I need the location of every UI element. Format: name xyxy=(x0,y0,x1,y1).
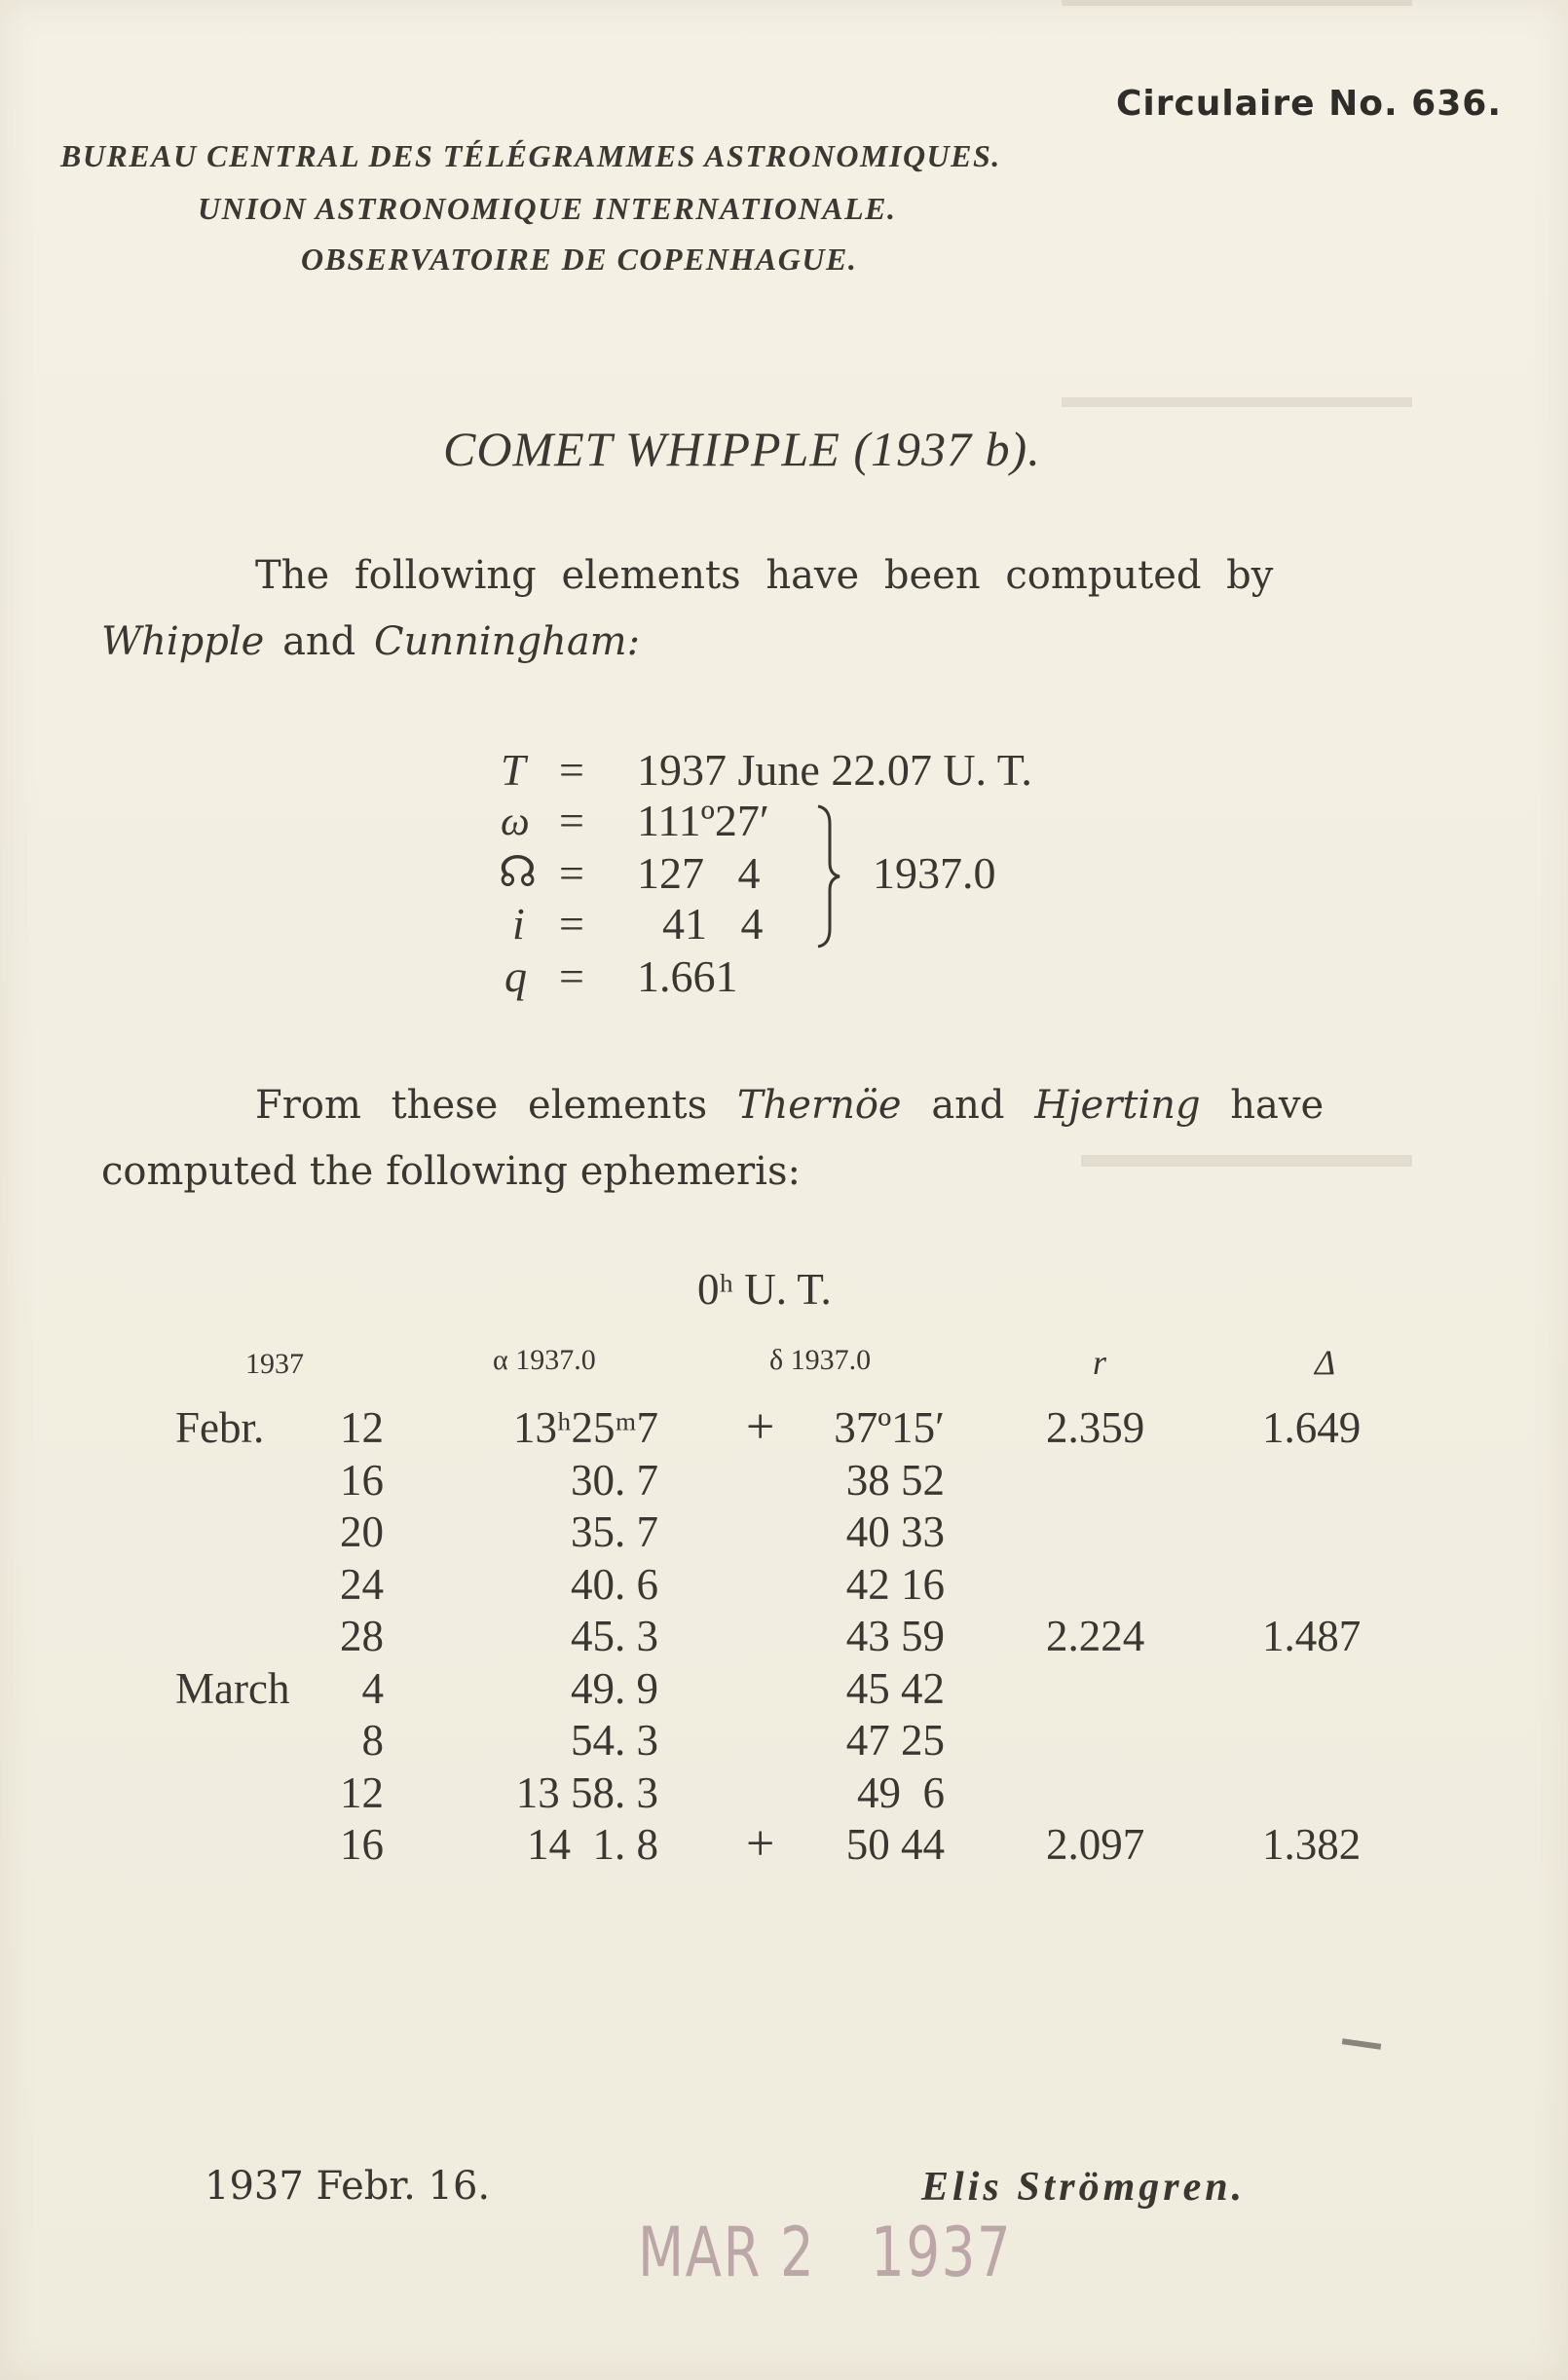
ephem-intro-have: have xyxy=(1230,1083,1325,1128)
received-stamp: MAR 2 1937 xyxy=(638,2213,1013,2292)
row-dec: 49 6 xyxy=(857,1767,945,1817)
comet-title: COMET WHIPPLE (1937 b). xyxy=(443,422,1041,476)
row-ra: 49. 9 xyxy=(571,1663,658,1713)
row-day: 12 xyxy=(340,1403,384,1452)
author-thernoe: Thernöe xyxy=(736,1083,902,1128)
element-node-symbol: ☊ xyxy=(499,847,538,897)
row-r: 2.359 xyxy=(1046,1403,1145,1452)
top-edge-mark xyxy=(1062,0,1412,6)
row-dec: 38 52 xyxy=(845,1455,945,1505)
element-q-symbol: q xyxy=(504,951,527,1001)
row-dec: 42 16 xyxy=(845,1559,945,1609)
intro-and: and xyxy=(282,619,356,664)
ephem-intro-line1 xyxy=(255,1083,1324,1128)
element-omega-value: 111º27′ xyxy=(637,796,769,845)
row-day: 4 xyxy=(361,1663,384,1713)
element-i-symbol: i xyxy=(512,899,525,948)
row-dec: 50 44 xyxy=(845,1820,945,1869)
element-i-value: 41 4 xyxy=(662,899,764,948)
ephem-time-header: 0ʰ U. T. xyxy=(697,1265,832,1314)
element-q-eq: = xyxy=(559,951,584,1001)
col-header-year: 1937 xyxy=(245,1348,304,1380)
row-ra: 40. 6 xyxy=(571,1559,658,1609)
col-header-delta: Δ xyxy=(1315,1343,1336,1382)
intro-line2 xyxy=(101,619,640,664)
header-union: UNION ASTRONOMIQUE INTERNATIONALE. xyxy=(198,191,897,226)
equinox-brace xyxy=(814,804,841,948)
row-ra: 54. 3 xyxy=(571,1716,658,1765)
row-delta: 1.382 xyxy=(1262,1820,1362,1869)
row-ra: 14 1. 8 xyxy=(527,1820,658,1869)
row-ra: 45. 3 xyxy=(571,1612,658,1660)
element-T-symbol: T xyxy=(501,745,526,795)
col-header-dec: δ 1937.0 xyxy=(769,1344,872,1376)
row-dec: 45 42 xyxy=(845,1663,945,1713)
element-omega-eq: = xyxy=(559,796,584,845)
row-day: 20 xyxy=(340,1507,384,1556)
row-day: 24 xyxy=(340,1559,384,1609)
row-ra: 35. 7 xyxy=(571,1507,658,1556)
row-r: 2.224 xyxy=(1046,1612,1145,1660)
element-omega-symbol: ω xyxy=(501,800,530,844)
row-day: 16 xyxy=(340,1820,384,1869)
row-dec-sign: + xyxy=(746,1816,775,1872)
row-month: March xyxy=(175,1663,290,1713)
row-ra: 13 58. 3 xyxy=(515,1767,658,1817)
circular-number: Circulaire No. 636. xyxy=(1115,84,1502,124)
author-cunningham: Cunningham: xyxy=(374,619,641,664)
element-node-eq: = xyxy=(559,848,584,898)
ephem-intro-line2: computed the following ephemeris: xyxy=(101,1149,801,1194)
row-r: 2.097 xyxy=(1046,1820,1145,1869)
row-ra: 30. 7 xyxy=(571,1455,658,1505)
intro-line1: The following elements have been computed by xyxy=(255,553,1274,598)
row-delta: 1.487 xyxy=(1262,1612,1362,1660)
row-day: 28 xyxy=(340,1612,384,1660)
row-delta: 1.649 xyxy=(1262,1403,1362,1452)
element-i-eq: = xyxy=(559,899,584,948)
row-ra: 13ʰ25ᵐ7 xyxy=(513,1403,658,1452)
row-day: 12 xyxy=(340,1767,384,1817)
author-hjerting: Hjerting xyxy=(1034,1083,1201,1128)
paper-smudge xyxy=(1081,1155,1412,1167)
row-day: 16 xyxy=(340,1455,384,1505)
row-month: Febr. xyxy=(175,1403,265,1452)
col-header-r: r xyxy=(1093,1343,1107,1382)
header-observatory: OBSERVATOIRE DE COPENHAGUE. xyxy=(301,242,858,277)
row-day: 8 xyxy=(361,1716,384,1765)
row-dec-sign: + xyxy=(746,1399,775,1455)
element-q-value: 1.661 xyxy=(637,951,738,1001)
corner-mark xyxy=(1342,2038,1381,2050)
row-dec: 43 59 xyxy=(845,1612,945,1660)
signature: Elis Strömgren. xyxy=(921,2165,1247,2210)
row-dec: 47 25 xyxy=(845,1716,945,1765)
ephem-intro-from: From these elements xyxy=(255,1083,708,1128)
issue-date: 1937 Febr. 16. xyxy=(205,2164,491,2209)
element-node-value: 127 4 xyxy=(637,848,761,898)
element-T-eq: = xyxy=(559,745,584,795)
element-T-value: 1937 June 22.07 U. T. xyxy=(637,745,1032,795)
row-dec: 40 33 xyxy=(845,1507,945,1556)
col-header-ra: α 1937.0 xyxy=(493,1344,596,1376)
author-whipple: Whipple xyxy=(101,619,265,664)
row-dec: 37º15′ xyxy=(834,1403,945,1452)
paper-smudge xyxy=(1062,397,1412,407)
ephem-intro-and: and xyxy=(931,1083,1005,1128)
equinox-value: 1937.0 xyxy=(873,848,996,898)
header-bureau: BUREAU CENTRAL DES TÉLÉGRAMMES ASTRONOMIQUES. xyxy=(60,138,1001,173)
